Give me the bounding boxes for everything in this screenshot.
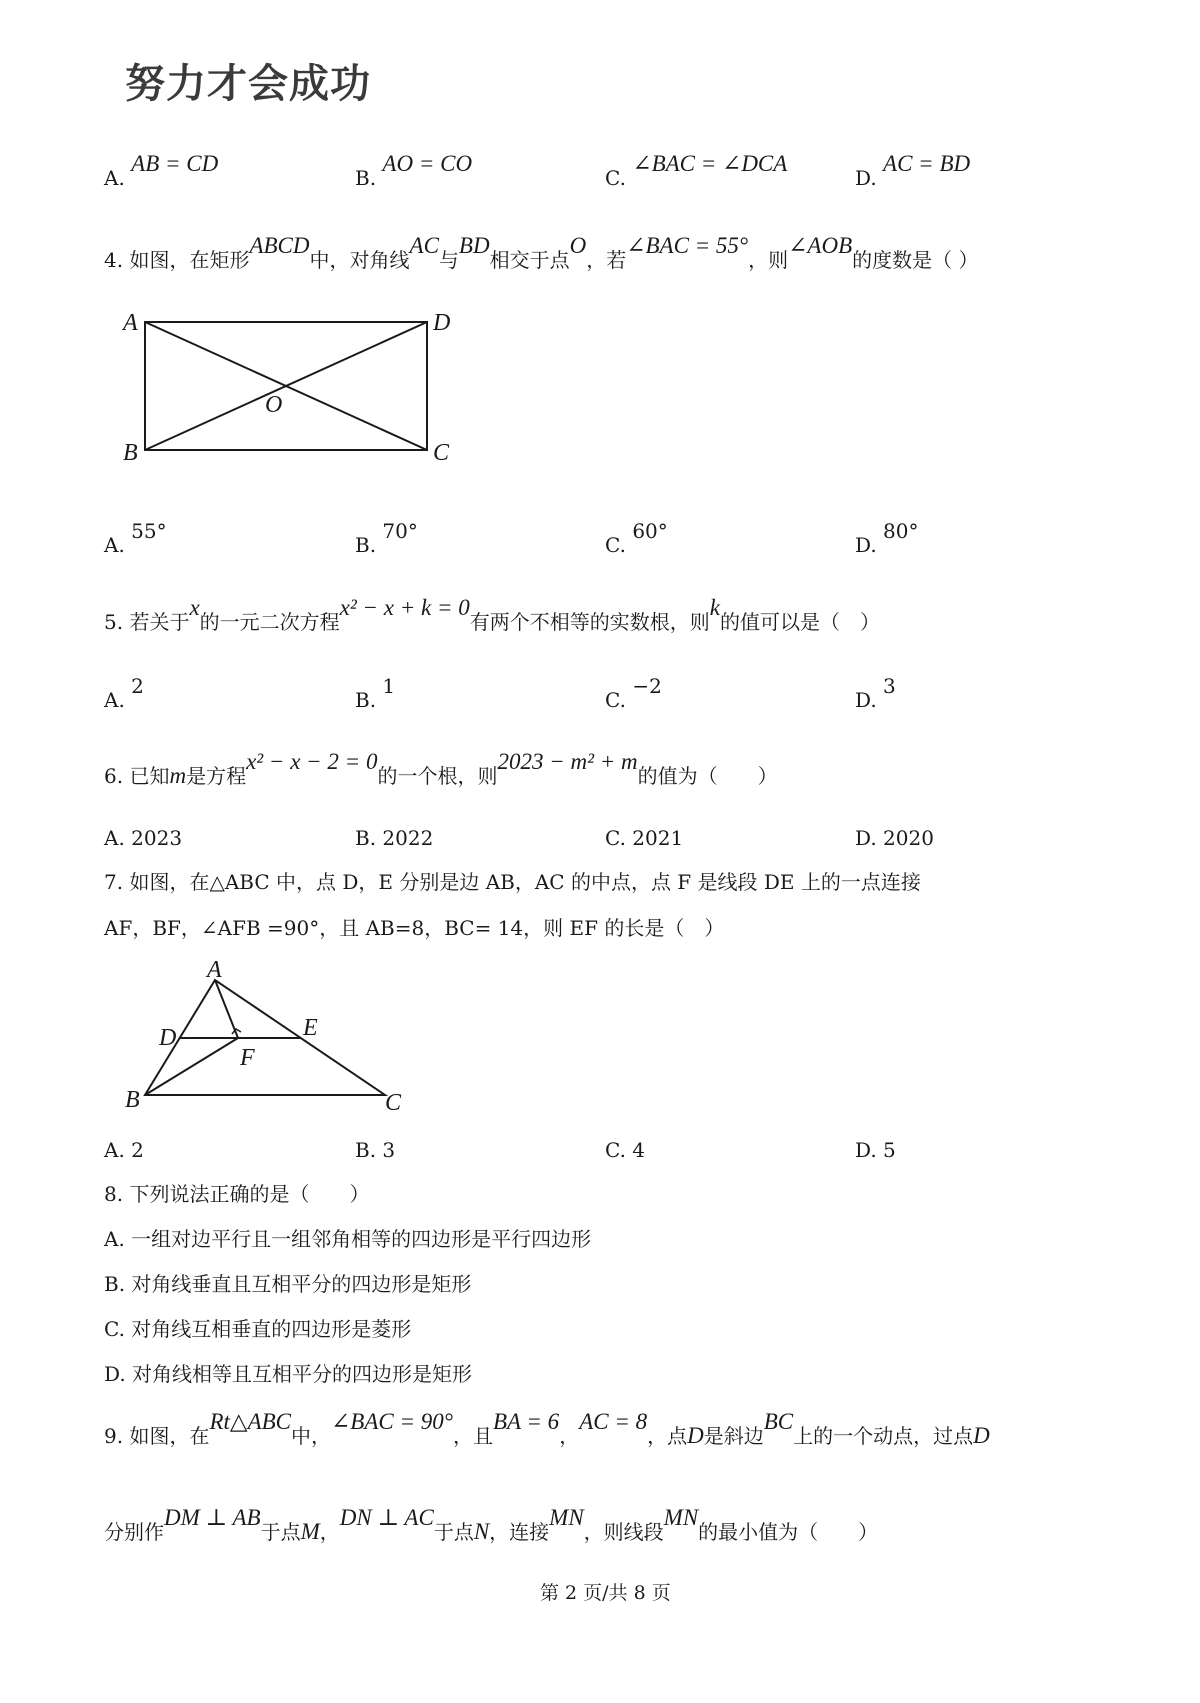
q3-option-c bbox=[605, 151, 788, 191]
q9-text: ，连接 bbox=[489, 1520, 550, 1544]
q9-math: DN ⊥ AC bbox=[339, 1505, 434, 1530]
vertex-label-c: C bbox=[385, 1090, 402, 1115]
q9-math: D bbox=[687, 1423, 704, 1448]
q4-text: 相交于点 bbox=[489, 248, 570, 272]
q5-text: 有两个不相等的实数根，则 bbox=[469, 610, 710, 634]
q3-option-b bbox=[355, 151, 473, 191]
option-letter: B. bbox=[355, 533, 377, 557]
q5-option-a bbox=[104, 674, 144, 712]
option-letter: C. bbox=[605, 166, 626, 190]
q7-option-d: D. 5 bbox=[855, 1138, 896, 1162]
option-letter: C. bbox=[605, 533, 626, 557]
q9-text: ， bbox=[559, 1424, 580, 1448]
q9-math: MN bbox=[549, 1505, 584, 1530]
option-value: 1 bbox=[382, 674, 396, 698]
q4-text: ，若 bbox=[586, 248, 627, 272]
q5-math: x bbox=[189, 595, 200, 620]
q9-text: 于点 bbox=[260, 1520, 301, 1544]
q4-text: 的度数是（ ） bbox=[852, 248, 979, 272]
q5-math: k bbox=[709, 595, 720, 620]
q9-text: 于点 bbox=[433, 1520, 474, 1544]
q5-option-c bbox=[605, 674, 662, 712]
option-letter: C. bbox=[605, 688, 626, 712]
center-label-o: O bbox=[265, 392, 283, 418]
q6-option-b: B. 2022 bbox=[355, 826, 434, 850]
q6-math: 2023 − m² + m bbox=[497, 749, 638, 774]
q9-text: ，且 bbox=[452, 1424, 493, 1448]
q4-text: ，则 bbox=[748, 248, 789, 272]
q9-math: BA = 6 bbox=[492, 1409, 560, 1434]
q7-line-1: 7. 如图，在△ABC 中，点 D，E 分别是边 AB，AC 的中点，点 F 是线段 DE 上的一点连接 bbox=[104, 870, 921, 894]
q4-text: 4. 如图，在矩形 bbox=[104, 248, 250, 272]
q5-math: x² − x + k = 0 bbox=[339, 595, 470, 620]
header-slogan: 努力才会成功 bbox=[125, 61, 371, 107]
q9-text: 分别作 bbox=[104, 1520, 164, 1544]
q4-math: O bbox=[569, 233, 587, 258]
q9-math: N bbox=[473, 1519, 490, 1544]
q6-option-c: C. 2021 bbox=[605, 826, 684, 850]
option-letter: A. bbox=[104, 166, 125, 190]
q7-line-2: AF，BF，∠AFB =90°，且 AB=8，BC= 14，则 EF 的长是（ ） bbox=[104, 916, 725, 940]
option-expr: AB = CD bbox=[131, 151, 219, 176]
point-label-f: F bbox=[240, 1045, 255, 1071]
q9-math: BC bbox=[763, 1409, 794, 1434]
q9-text: 中， bbox=[291, 1424, 332, 1448]
q8-option-a: A. 一组对边平行且一组邻角相等的四边形是平行四边形 bbox=[104, 1227, 592, 1251]
q8-option-c: C. 对角线互相垂直的四边形是菱形 bbox=[104, 1317, 412, 1341]
q9-math: AC = 8 bbox=[579, 1409, 648, 1434]
q9-math: Rt△ABC bbox=[209, 1409, 292, 1434]
q9-text: 的最小值为（ ） bbox=[698, 1520, 879, 1544]
q3-option-d bbox=[855, 151, 971, 191]
option-letter: B. bbox=[355, 166, 377, 190]
option-value: 60° bbox=[632, 519, 668, 543]
q7-option-a: A. 2 bbox=[104, 1138, 144, 1162]
q9-math: DM ⊥ AB bbox=[164, 1505, 261, 1530]
q5-stem bbox=[104, 595, 880, 634]
q8-stem: 8. 下列说法正确的是（ ） bbox=[104, 1182, 370, 1206]
page-number-footer: 第 2 页/共 8 页 bbox=[540, 1582, 671, 1604]
q6-option-d: D. 2020 bbox=[855, 826, 934, 850]
q7-option-c: C. 4 bbox=[605, 1138, 646, 1162]
q4-math: ABCD bbox=[249, 233, 310, 258]
q7-option-b: B. 3 bbox=[355, 1138, 396, 1162]
option-value: 3 bbox=[883, 674, 896, 698]
q5-text: 的值可以是（ ） bbox=[719, 610, 880, 634]
q9-math: MN bbox=[663, 1505, 699, 1530]
q9-math: ∠BAC = 90° bbox=[331, 1409, 453, 1434]
q5-text: 5. 若关于 bbox=[104, 610, 190, 634]
vertex-label-d: D bbox=[433, 310, 451, 336]
option-value: 2 bbox=[131, 674, 144, 698]
option-letter: D. bbox=[855, 688, 877, 712]
q6-math: m bbox=[169, 763, 187, 788]
point-label-e: E bbox=[303, 1015, 318, 1041]
q4-option-d bbox=[855, 519, 919, 557]
option-letter: D. bbox=[855, 533, 877, 557]
option-letter: B. bbox=[355, 688, 377, 712]
option-letter: A. bbox=[104, 533, 125, 557]
q6-text: 是方程 bbox=[186, 764, 247, 788]
q9-text: ， bbox=[319, 1520, 340, 1544]
q9-text: ，点 bbox=[647, 1424, 688, 1448]
q4-rectangle-figure bbox=[115, 300, 455, 480]
q6-stem bbox=[104, 749, 778, 788]
q5-option-b bbox=[355, 674, 396, 712]
q3-option-a bbox=[104, 151, 219, 191]
q6-text: 的一个根，则 bbox=[377, 764, 498, 788]
point-label-d: D bbox=[159, 1025, 177, 1051]
q4-option-c bbox=[605, 519, 668, 557]
q9-stem-line-2 bbox=[104, 1505, 879, 1544]
vertex-label-a: A bbox=[123, 310, 138, 336]
q4-stem bbox=[104, 233, 979, 272]
q5-text: 的一元二次方程 bbox=[199, 610, 340, 634]
q4-math: ∠AOB bbox=[788, 233, 853, 258]
option-value: −2 bbox=[632, 674, 662, 698]
vertex-label-a: A bbox=[207, 957, 222, 983]
vertex-label-b: B bbox=[125, 1087, 140, 1113]
q6-text: 的值为（ ） bbox=[637, 764, 778, 788]
q6-math: x² − x − 2 = 0 bbox=[246, 749, 378, 774]
q4-text: 中，对角线 bbox=[309, 248, 410, 272]
option-letter: A. bbox=[104, 688, 125, 712]
q8-option-b: B. 对角线垂直且互相平分的四边形是矩形 bbox=[104, 1272, 472, 1296]
q4-option-b bbox=[355, 519, 418, 557]
q9-math: M bbox=[300, 1519, 320, 1544]
q9-math: D bbox=[973, 1423, 990, 1448]
q4-text: 与 bbox=[438, 248, 459, 272]
option-letter: D. bbox=[855, 166, 877, 190]
q4-math: AC bbox=[409, 233, 439, 258]
option-expr: AO = CO bbox=[382, 151, 473, 176]
q4-math: ∠BAC = 55° bbox=[626, 233, 749, 258]
q5-option-d bbox=[855, 674, 896, 712]
option-value: 55° bbox=[131, 519, 167, 543]
q9-stem-line-1 bbox=[104, 1409, 990, 1448]
q9-text: 是斜边 bbox=[703, 1424, 764, 1448]
option-value: 70° bbox=[382, 519, 418, 543]
q8-option-d: D. 对角线相等且互相平分的四边形是矩形 bbox=[104, 1362, 473, 1386]
q9-text: 9. 如图，在 bbox=[104, 1424, 210, 1448]
q4-option-a bbox=[104, 519, 167, 557]
q6-option-a: A. 2023 bbox=[104, 826, 183, 850]
q6-text: 6. 已知 bbox=[104, 764, 170, 788]
vertex-label-b: B bbox=[123, 440, 138, 466]
q7-triangle-figure bbox=[115, 955, 415, 1115]
q4-math: BD bbox=[458, 233, 490, 258]
q9-text: 上的一个动点，过点 bbox=[793, 1424, 974, 1448]
q9-text: ，则线段 bbox=[583, 1520, 664, 1544]
option-expr: AC = BD bbox=[883, 151, 971, 176]
vertex-label-c: C bbox=[433, 440, 450, 466]
option-value: 80° bbox=[883, 519, 919, 543]
option-expr: ∠BAC = ∠DCA bbox=[632, 151, 788, 176]
